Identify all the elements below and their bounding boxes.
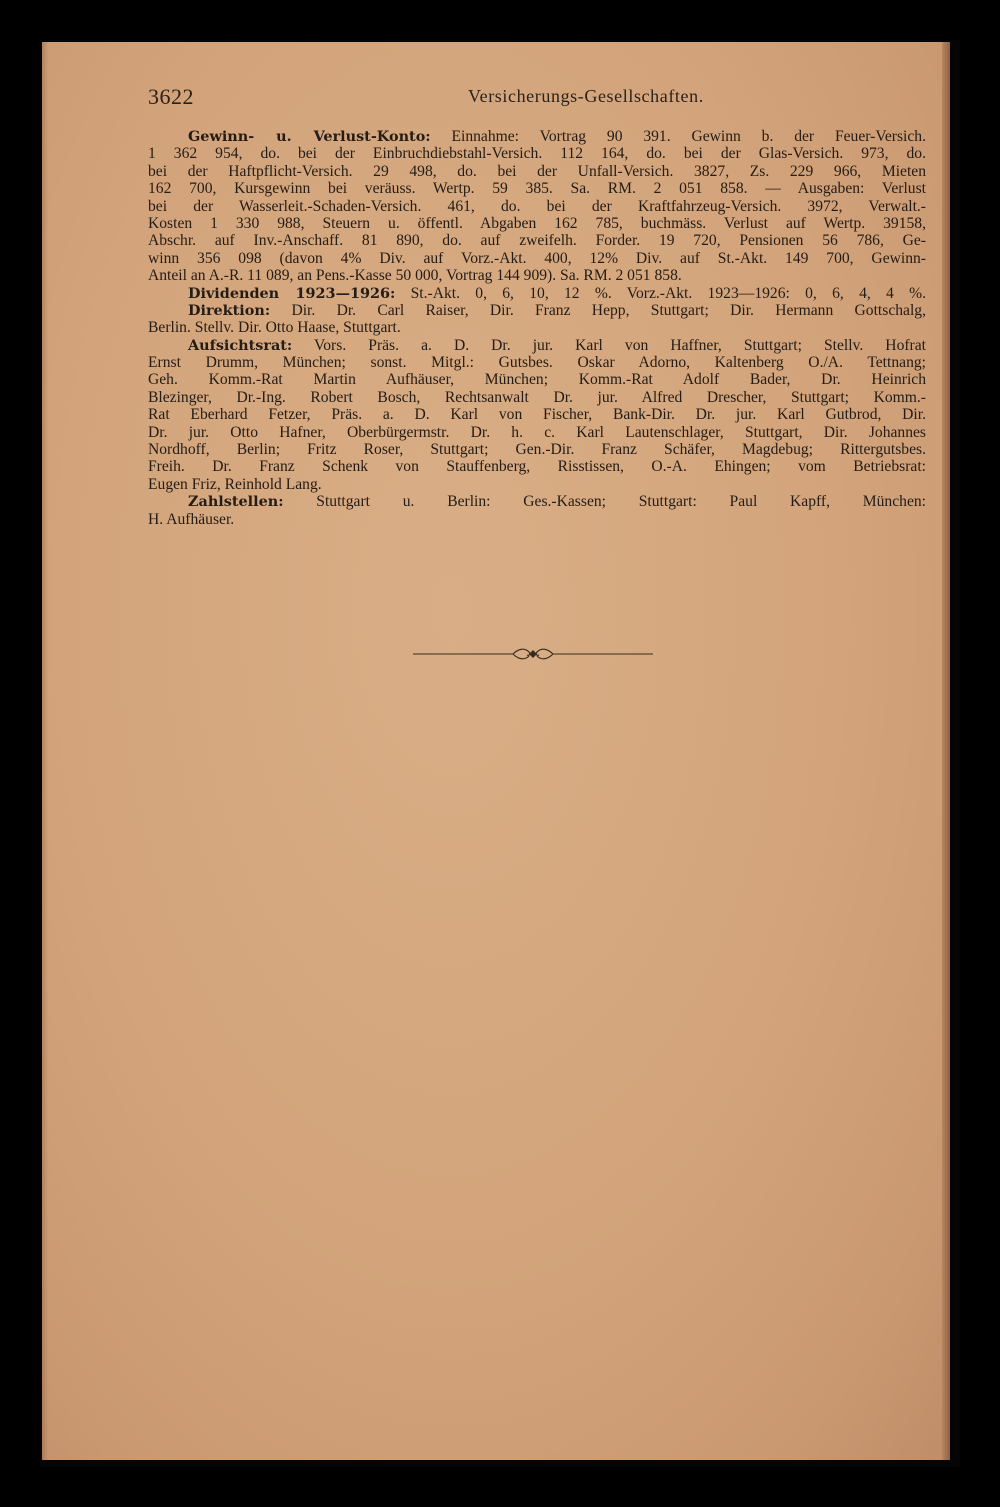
section-dividenden bbox=[148, 285, 926, 302]
text-line: Geh. Komm.-Rat Martin Aufhäuser, München; Komm.-Rat Adolf Bader, Dr. Heinrich bbox=[148, 371, 926, 389]
text-line bbox=[148, 493, 926, 510]
text-line: 1 362 954, do. bei der Einbruchdiebstahl-Versich. 112 164, do. bei der Glas-Versich. 973, do. bbox=[148, 145, 926, 163]
section-heading: Zahlstellen: bbox=[188, 493, 284, 511]
section-aufsichtsrat bbox=[148, 337, 926, 494]
section-heading: Gewinn- u. Verlust-Konto: bbox=[188, 128, 431, 145]
text-line: Blezinger, Dr.-Ing. Robert Bosch, Rechtsanwalt Dr. jur. Alfred Drescher, Stuttgart; Komm.- bbox=[148, 388, 926, 406]
text-line: Dr. jur. Otto Hafner, Oberbürgermstr. Dr. h. c. Karl Lautenschlager, Stuttgart, Dir. Johannes bbox=[148, 423, 926, 441]
text-line bbox=[148, 128, 926, 145]
line-text: Stuttgart u. Berlin: Ges.-Kassen; Stuttgart: Paul Kapff, München: bbox=[283, 493, 926, 511]
text-line: bei der Wasserleit.-Schaden-Versich. 461, do. bei der Kraftfahrzeug-Versich. 3972, Verwalt.- bbox=[148, 197, 926, 215]
text-line: Berlin. Stellv. Dir. Otto Haase, Stuttgart. bbox=[148, 319, 401, 337]
section-gewinn-verlust bbox=[148, 128, 926, 285]
body-text bbox=[148, 128, 926, 528]
line-text: St.-Akt. 0, 6, 10, 12 %. Vorz.-Akt. 1923—1926: 0, 6, 4, 4 %. bbox=[395, 284, 926, 302]
section-heading: Aufsichtsrat: bbox=[188, 336, 293, 354]
text-line: Ernst Drumm, München; sonst. Mitgl.: Gutsbes. Oskar Adorno, Kaltenberg O./A. Tettnang; bbox=[148, 354, 926, 372]
line-text: Dir. Dr. Carl Raiser, Dir. Franz Hepp, Stuttgart; Dir. Hermann Gottschalg, bbox=[270, 301, 926, 319]
text-line: winn 356 098 (davon 4% Div. auf Vorz.-Akt. 400, 12% Div. auf St.-Akt. 149 700, Gewinn- bbox=[148, 249, 926, 267]
text-line: H. Aufhäuser. bbox=[148, 510, 235, 528]
ornament-divider bbox=[413, 647, 653, 661]
line-text: Vors. Präs. a. D. Dr. jur. Karl von Haffner, Stuttgart; Stellv. Hofrat bbox=[292, 336, 926, 354]
page-edge-shadow bbox=[42, 42, 48, 1460]
page-number: 3622 bbox=[148, 84, 194, 109]
text-line: Rat Eberhard Fetzer, Präs. a. D. Karl von Fischer, Bank-Dir. Dr. jur. Karl Gutbrod, Dir. bbox=[148, 406, 926, 424]
document-page bbox=[42, 42, 950, 1460]
section-zahlstellen bbox=[148, 493, 926, 528]
text-line: Freih. Dr. Franz Schenk von Stauffenberg, Risstissen, O.-A. Ehingen; vom Betriebsrat: bbox=[148, 458, 926, 476]
text-line: Anteil an A.-R. 11 089, an Pens.-Kasse 50 000, Vortrag 144 909). Sa. RM. 2 051 858. bbox=[148, 267, 682, 285]
text-line: Abschr. auf Inv.-Anschaff. 81 890, do. auf zweifelh. Forder. 19 720, Pensionen 56 786, Ge- bbox=[148, 232, 926, 250]
text-line bbox=[148, 302, 926, 319]
text-line: Nordhoff, Berlin; Fritz Roser, Stuttgart; Gen.-Dir. Franz Schäfer, Magdebug; Rittergutsbes. bbox=[148, 441, 926, 459]
page-binding-edge bbox=[942, 42, 950, 1460]
section-heading: Dividenden 1923—1926: bbox=[188, 284, 396, 302]
section-direktion bbox=[148, 302, 926, 337]
section-heading: Direktion: bbox=[188, 301, 271, 319]
text-line: bei der Haftpflicht-Versich. 29 498, do. bei der Unfall-Versich. 3827, Zs. 229 966, Mieten bbox=[148, 162, 926, 180]
text-line bbox=[148, 337, 926, 354]
running-head bbox=[148, 84, 928, 114]
running-title: Versicherungs-Gesellschaften. bbox=[468, 86, 704, 106]
text-line: Kosten 1 330 988, Steuern u. öffentl. Abgaben 162 785, buchmäss. Verlust auf Wertp. 39158, bbox=[148, 214, 926, 232]
text-line: Eugen Friz, Reinhold Lang. bbox=[148, 475, 322, 493]
line-text: Einnahme: Vortrag 90 391. Gewinn b. der Feuer-Versich. bbox=[430, 128, 926, 145]
text-line bbox=[148, 285, 926, 302]
text-line: 162 700, Kursgewinn bei veräuss. Wertp. 59 385. Sa. RM. 2 051 858. — Ausgaben: Verlust bbox=[148, 180, 926, 198]
